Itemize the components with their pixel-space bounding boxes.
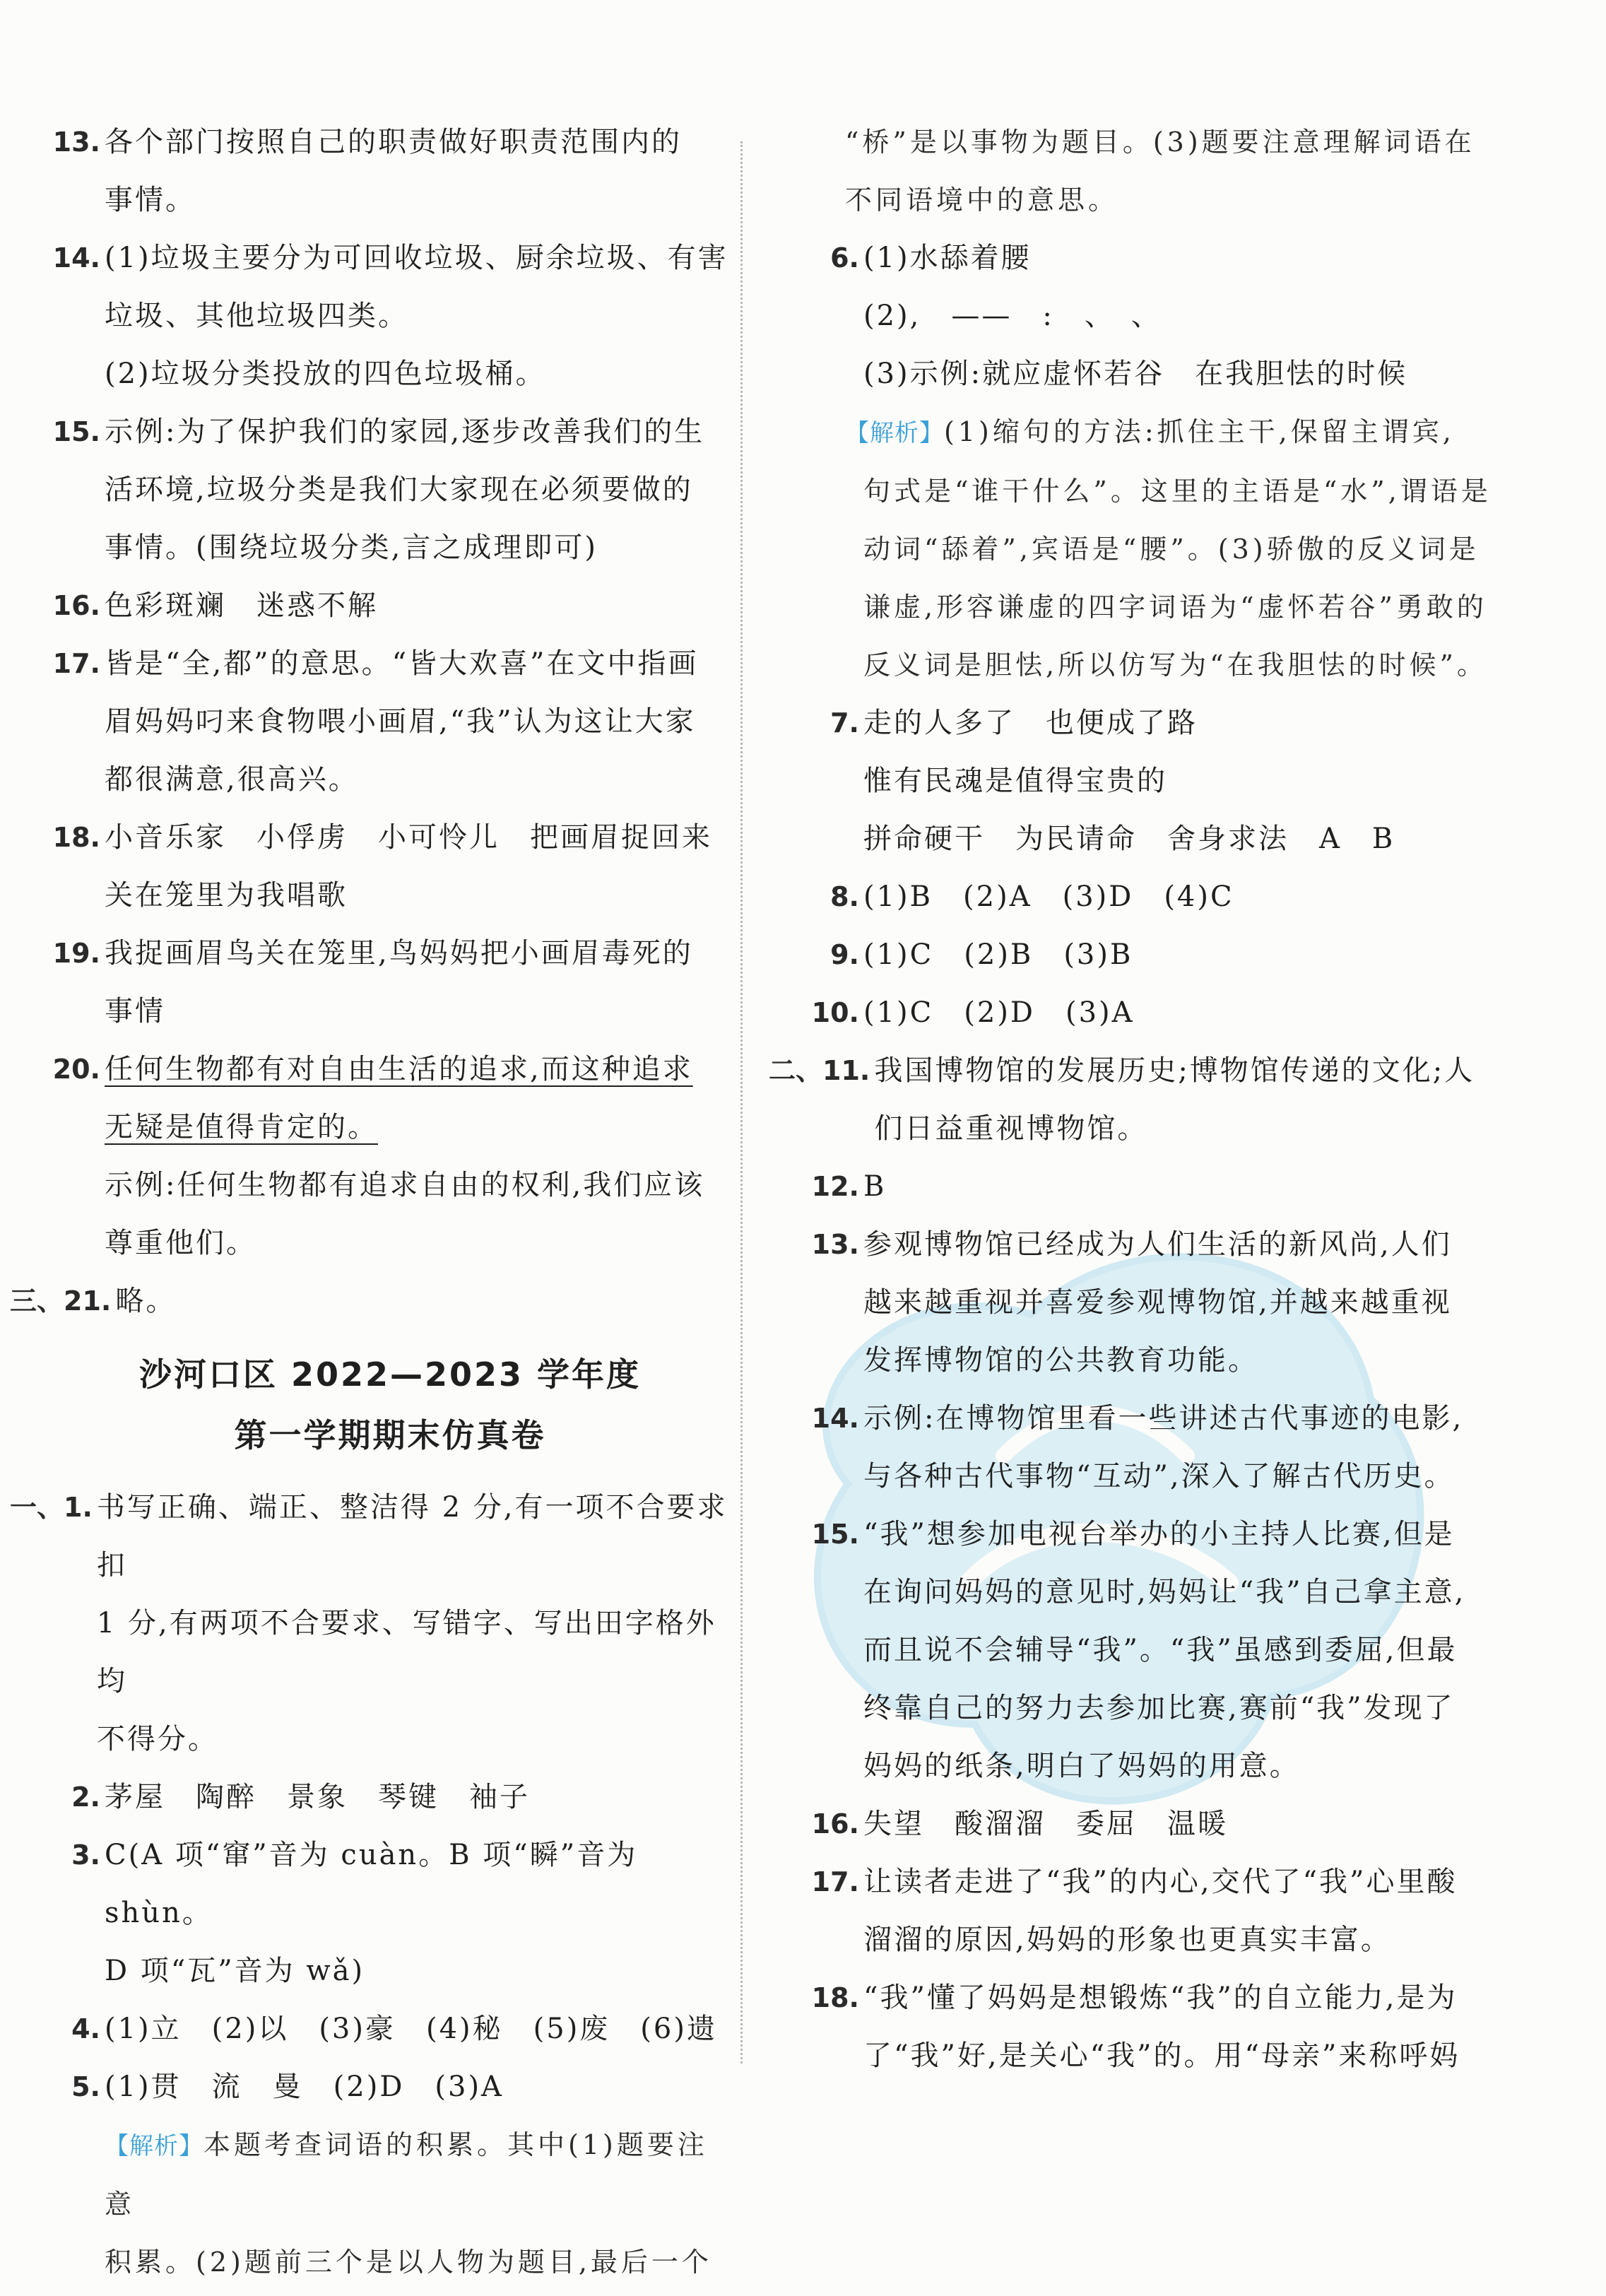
section-number: 一、1. bbox=[10, 1492, 93, 1523]
answer-18 bbox=[51, 808, 729, 924]
continued-note-line: “桥”是以事物为题目。(3)题要注意理解词语在 bbox=[845, 126, 1475, 158]
item-number: 13. bbox=[52, 126, 100, 158]
answer-6 bbox=[810, 229, 1566, 287]
paper-answer-1 bbox=[10, 1478, 729, 1768]
item-number: 10. bbox=[811, 997, 859, 1028]
answer-line: 失望 酸溜溜 委屈 温暖 bbox=[863, 1808, 1228, 1840]
answer-line: 略。 bbox=[115, 1285, 177, 1317]
answer-line: 终靠自己的努力去参加比赛,赛前“我”发现了 bbox=[863, 1692, 1455, 1724]
column-divider bbox=[740, 141, 743, 2064]
answer-line: 发挥博物馆的公共教育功能。 bbox=[863, 1344, 1258, 1377]
note-line: 句式是“谁干什么”。这里的主语是“水”,谓语是 bbox=[863, 476, 1492, 507]
answer-sub-line: 拼命硬干 为民请命 舍身求法 A B bbox=[863, 823, 1395, 855]
answer-line: 关在笼里为我唱歌 bbox=[105, 879, 348, 912]
answer-10 bbox=[810, 984, 1566, 1042]
answer-13 bbox=[810, 1215, 1566, 1389]
answer-line: 事情。 bbox=[105, 184, 196, 216]
item-number: 15. bbox=[811, 1519, 859, 1550]
answer-line: 了“我”好,是关心“我”的。用“母亲”来称呼妈 bbox=[863, 2039, 1460, 2072]
underlined-sentence: 无疑是值得肯定的。 bbox=[105, 1111, 378, 1143]
answer-14 bbox=[810, 1389, 1566, 1505]
answer-17 bbox=[51, 635, 729, 808]
note-line: (1)缩句的方法:抓住主干,保留主谓宾, bbox=[944, 416, 1455, 447]
answer-line: 示例:在博物馆里看一些讲述古代事迹的电影, bbox=[863, 1402, 1464, 1435]
answer-line: 小音乐家 小俘虏 小可怜儿 把画眉捉回来 bbox=[105, 821, 712, 854]
answer-13 bbox=[51, 113, 729, 229]
analysis-tag: 【解析】 bbox=[105, 2132, 203, 2160]
item-number: 4. bbox=[71, 2013, 100, 2044]
section-number: 二、11. bbox=[769, 1055, 870, 1086]
answer-line: D 项“瓦”音为 wǎ) bbox=[105, 1955, 365, 1987]
item-number: 3. bbox=[71, 1839, 100, 1871]
answer-line: “我”懂了妈妈是想锻炼“我”的自立能力,是为 bbox=[863, 1982, 1458, 2014]
item-number: 2. bbox=[71, 1782, 100, 1813]
continued-note-line: 不同语境中的意思。 bbox=[845, 184, 1119, 216]
answer-line: B bbox=[863, 1170, 887, 1203]
answer-line: 都很满意,很高兴。 bbox=[105, 763, 359, 796]
answer-19 bbox=[51, 924, 729, 1040]
answer-sub-line: (3)示例:就应虚怀若谷 在我胆怯的时候 bbox=[863, 358, 1408, 390]
item-number: 12. bbox=[811, 1171, 859, 1202]
exam-subtitle: 第一学期期末仿真卷 bbox=[234, 1416, 546, 1454]
answer-sub-line: (2), —— : 、 、 bbox=[863, 300, 1162, 332]
section-number: 三、21. bbox=[10, 1285, 112, 1317]
item-number: 17. bbox=[52, 648, 100, 679]
item-number: 20. bbox=[52, 1054, 100, 1085]
answer-12 bbox=[810, 1158, 1566, 1215]
answer-sub-line: (2)垃圾分类投放的四色垃圾桶。 bbox=[105, 358, 546, 390]
answer-17 bbox=[810, 1853, 1566, 1969]
answer-line: (1)B (2)A (3)D (4)C bbox=[863, 881, 1234, 913]
answer-line: 不得分。 bbox=[96, 1723, 218, 1755]
answer-line: 皆是“全,都”的意思。“皆大欢喜”在文中指画 bbox=[105, 647, 699, 680]
item-number: 13. bbox=[811, 1229, 859, 1260]
answer-line: 与各种古代事物“互动”,深入了解古代历史。 bbox=[863, 1460, 1455, 1493]
answer-16 bbox=[51, 577, 729, 635]
paper-answer-2 bbox=[51, 1768, 729, 1826]
note-line: 谦虚,形容谦虚的四字词语为“虚怀若谷”勇敢的 bbox=[863, 591, 1487, 623]
answer-line: 示例:为了保护我们的家园,逐步改善我们的生 bbox=[105, 416, 705, 448]
note-line: 本题考查词语的积累。其中(1)题要注意 bbox=[105, 2129, 708, 2220]
answer-line: (1)C (2)D (3)A bbox=[863, 996, 1135, 1029]
answer-7 bbox=[810, 694, 1566, 752]
item-number: 6. bbox=[830, 242, 859, 273]
item-number: 16. bbox=[811, 1808, 859, 1839]
answer-line: 各个部门按照自己的职责做好职责范围内的 bbox=[105, 126, 682, 158]
answer-sub-line: 示例:任何生物都有追求自由的权利,我们应该 bbox=[105, 1169, 705, 1201]
answer-line: (1)立 (2)以 (3)豪 (4)秘 (5)废 (6)遗 bbox=[105, 2013, 717, 2045]
answer-line: 1 分,有两项不合要求、写错字、写出田字格外均 bbox=[96, 1607, 716, 1697]
underlined-sentence: 任何生物都有对自由生活的追求,而这种追求 bbox=[105, 1053, 693, 1085]
answer-line: 活环境,垃圾分类是我们大家现在必须要做的 bbox=[105, 473, 693, 506]
answer-16 bbox=[810, 1795, 1566, 1853]
answer-line: 走的人多了 也便成了路 bbox=[863, 707, 1198, 739]
answer-line: (1)C (2)B (3)B bbox=[863, 938, 1133, 971]
item-number: 7. bbox=[830, 707, 859, 738]
note-line: 动词“舔着”,宾语是“腰”。(3)骄傲的反义词是 bbox=[863, 534, 1480, 565]
answer-line: 垃圾、其他垃圾四类。 bbox=[105, 300, 408, 332]
item-number: 8. bbox=[830, 881, 859, 912]
answer-line: (1)贯 流 曼 (2)D (3)A bbox=[105, 2071, 504, 2103]
answer-sub-line: 尊重他们。 bbox=[105, 1227, 256, 1259]
answer-line: 们日益重视博物馆。 bbox=[874, 1112, 1148, 1145]
note-line: 积累。(2)题前三个是以人物为题目,最后一个 bbox=[105, 2247, 712, 2278]
answer-line: 妈妈的纸条,明白了妈妈的用意。 bbox=[863, 1750, 1300, 1782]
answer-8 bbox=[810, 868, 1566, 926]
answer-line: 茅屋 陶醉 景象 琴键 袖子 bbox=[105, 1781, 530, 1813]
answer-line: 事情 bbox=[105, 995, 165, 1028]
right-column bbox=[769, 113, 1566, 2085]
answer-20 bbox=[51, 1040, 729, 1156]
paper-answer-4 bbox=[51, 2000, 729, 2058]
paper-answer-5 bbox=[51, 2058, 729, 2116]
answer-line: 让读者走进了“我”的内心,交代了“我”心里酸 bbox=[863, 1866, 1458, 1898]
answer-11 bbox=[769, 1042, 1566, 1158]
answer-18 bbox=[810, 1969, 1566, 2085]
item-number: 9. bbox=[830, 939, 859, 970]
item-number: 15. bbox=[52, 416, 100, 447]
item-number: 16. bbox=[52, 590, 100, 621]
answer-line: 色彩斑斓 迷惑不解 bbox=[105, 589, 378, 622]
answer-15 bbox=[810, 1505, 1566, 1795]
answer-line: (1)水舔着腰 bbox=[863, 242, 1032, 274]
paper-answer-3 bbox=[51, 1826, 729, 2000]
item-number: 18. bbox=[811, 1982, 859, 2013]
answer-line: 越来越重视并喜爱参观博物馆,并越来越重视 bbox=[863, 1286, 1452, 1319]
analysis-note bbox=[810, 403, 1566, 462]
analysis-note bbox=[51, 2116, 729, 2233]
item-number: 19. bbox=[52, 938, 100, 969]
item-number: 17. bbox=[811, 1866, 859, 1897]
item-number: 18. bbox=[52, 822, 100, 853]
answer-line: “我”想参加电视台举办的小主持人比赛,但是 bbox=[863, 1518, 1455, 1550]
answer-line: 而且说不会辅导“我”。“我”虽感到委屈,但最 bbox=[863, 1634, 1458, 1666]
answer-line: 溜溜的原因,妈妈的形象也更真实丰富。 bbox=[863, 1924, 1391, 1956]
answer-line: 我国博物馆的发展历史;博物馆传递的文化;人 bbox=[874, 1054, 1475, 1087]
answer-15 bbox=[51, 403, 729, 577]
answer-line: 我捉画眉鸟关在笼里,鸟妈妈把小画眉毒死的 bbox=[105, 937, 693, 970]
answer-line: (1)垃圾主要分为可回收垃圾、厨余垃圾、有害 bbox=[105, 242, 728, 274]
answer-line: 在询问妈妈的意见时,妈妈让“我”自己拿主意, bbox=[863, 1576, 1466, 1608]
answer-9 bbox=[810, 926, 1566, 984]
item-number: 5. bbox=[71, 2071, 100, 2102]
note-line: 反义词是胆怯,所以仿写为“在我胆怯的时候”。 bbox=[863, 649, 1487, 681]
answer-line: 参观博物馆已经成为人们生活的新风尚,人们 bbox=[863, 1228, 1452, 1261]
answer-sub-line: 惟有民魂是值得宝贵的 bbox=[863, 765, 1167, 797]
analysis-tag: 【解析】 bbox=[845, 419, 944, 447]
exam-title: 沙河口区 2022—2023 学年度 bbox=[138, 1355, 642, 1394]
left-column bbox=[10, 113, 729, 2291]
item-number: 14. bbox=[52, 242, 100, 273]
answer-14 bbox=[51, 229, 729, 345]
answer-21 bbox=[10, 1272, 729, 1330]
answer-line: 事情。(围绕垃圾分类,言之成理即可) bbox=[105, 531, 598, 564]
answer-line: 书写正确、端正、整洁得 2 分,有一项不合要求扣 bbox=[96, 1491, 728, 1582]
item-number: 14. bbox=[811, 1403, 859, 1434]
answer-line: C(A 项“窜”音为 cuàn。B 项“瞬”音为 shùn。 bbox=[105, 1839, 638, 1929]
answer-line: 眉妈妈叼来食物喂小画眉,“我”认为这让大家 bbox=[105, 705, 696, 738]
